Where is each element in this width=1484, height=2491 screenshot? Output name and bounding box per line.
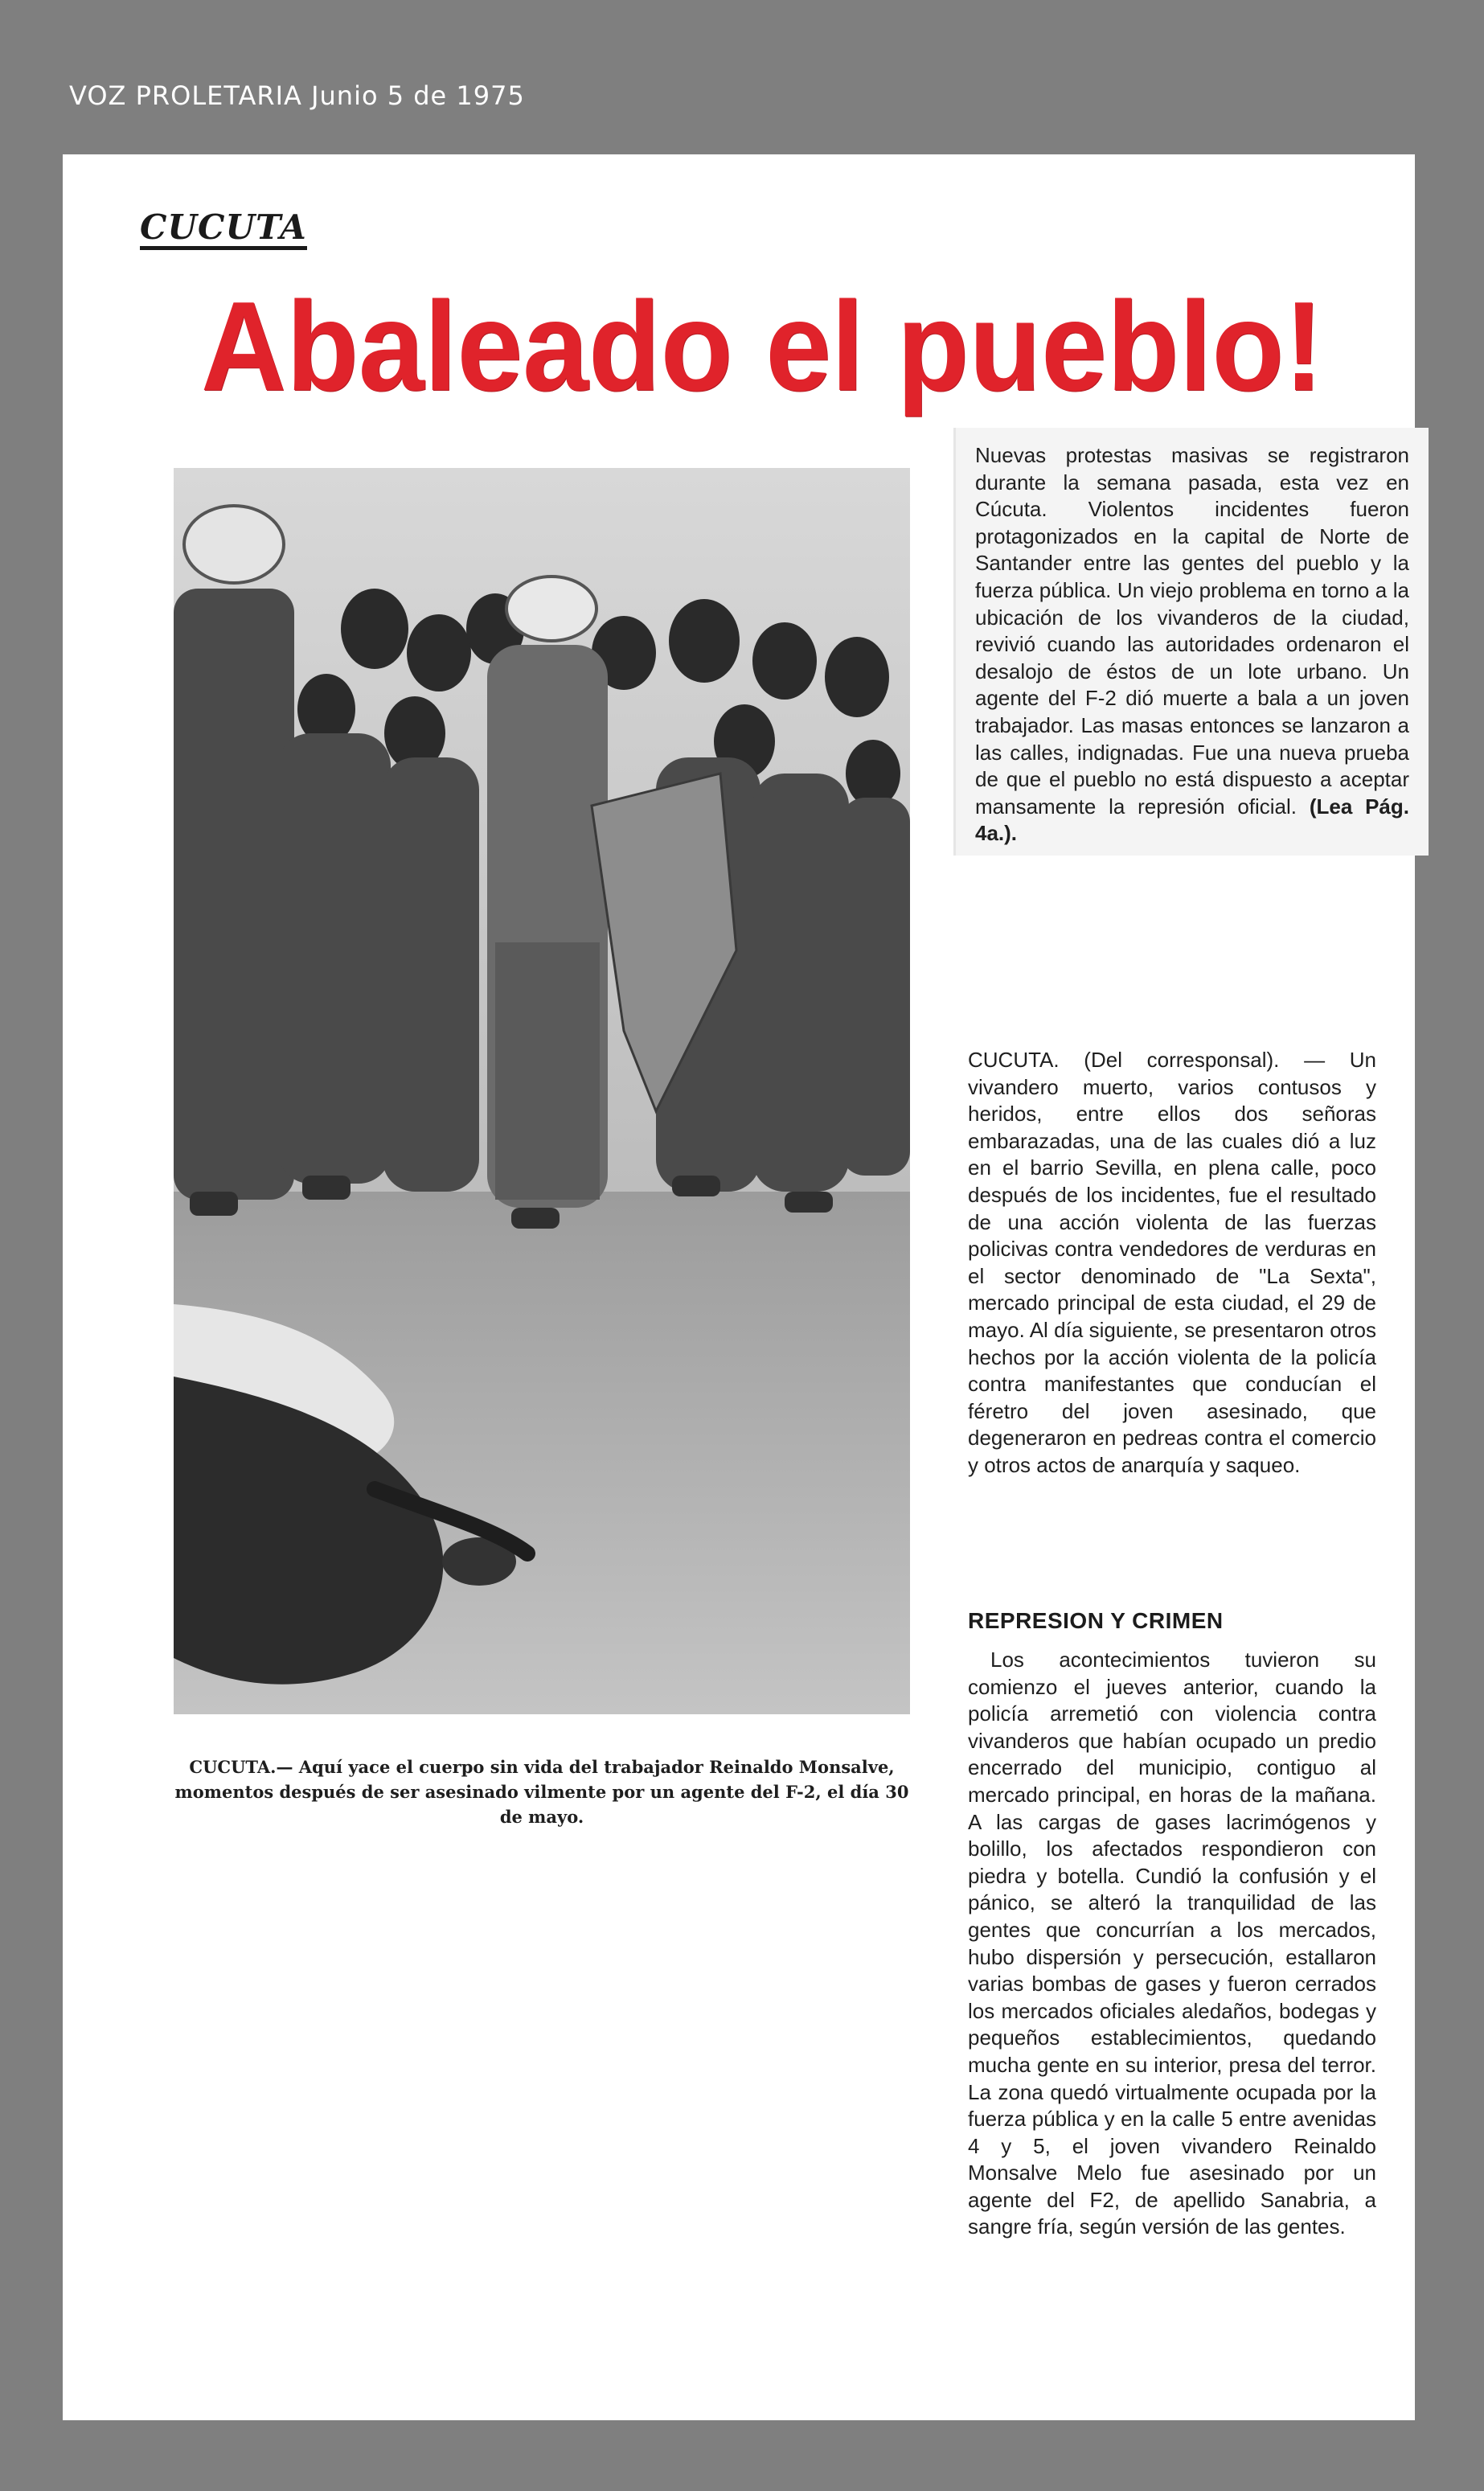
page-reference: (Lea Pág. 4a.). [975, 794, 1409, 846]
newspaper-clipping [63, 154, 1415, 2420]
article-body-part-2: Los acontecimientos tuvieron su comienzo el jueves anterior, cuando la policía arremetió con violencia contra vivanderos que habían ocupado un predio encerrado del municipio, contiguo al mercado principal, en horas de la mañana. A las cargas de gases lacrimógenos y bolillo, los afectados respondieron con piedra y botella. Cundió la confusión y el pánico, se alteró la tranquilidad de las gentes que concurrían a los mercados, hubo dispersión y persecución, estallaron varias bombas de gases y fueron cerrados los mercados oficiales aledaños, bodegas y pequeños establecimientos, quedando mucha gente en su interior, presa del terror. La zona quedó virtualmente ocupada por la fuerza pública y en la calle 5 entre avenidas 4 y 5, el joven vivandero Reinaldo Monsalve Melo fue asesinado por un agente del F2, de apellido Sanabria, a sangre fría, según versión de las gentes. [968, 1648, 1376, 2239]
headline: Abaleado el pueblo! [201, 276, 1324, 417]
news-photo-image [174, 468, 910, 1714]
section-tag: CUCUTA [140, 211, 307, 250]
article-body-part-1: CUCUTA. (Del corresponsal). — Un vivandero muerto, varios contusos y heridos, entre ellos dos señoras embarazadas, una de las cuales dió a luz en el barrio Sevilla, en plena calle, poco después de los incidentes, fue el resultado de una acción violenta de las fuerzas policivas contra vendedores de verduras en el sector denominado de "La Sexta", mercado principal de esta ciudad, el 29 de mayo. Al día siguiente, se presentaron otros hechos por la acción violenta de la policía contra manifestantes que conducían el féretro del joven asesinado, que degeneraron en pedreas contra el comercio y otros actos de anarquía y saqueo. [968, 1048, 1376, 1477]
photo-caption: CUCUTA.— Aquí yace el cuerpo sin vida del trabajador Reinaldo Monsalve, momentos después de ser asesinado vilmente por un agente del F-2, el día 30 de mayo. [174, 1757, 909, 1827]
news-photo [174, 468, 910, 1714]
subheading: REPRESION Y CRIMEN [968, 1608, 1224, 1633]
source-label: VOZ PROLETARIA Junio 5 de 1975 [69, 80, 525, 111]
lead-summary [953, 428, 1429, 856]
lead-text: Nuevas protestas masivas se registraron durante la semana pasada, esta vez en Cúcuta. Violentos incidentes fueron protagonizados en la capital de Norte de Santander entre las gentes del pueblo y la fuerza pública. Un viejo problema en torno a la ubicación de los vivanderos de la ciudad, revivió cuando las autoridades ordenaron el desalojo de éstos de un lote urbano. Un agente del F-2 dió muerte a bala a un joven trabajador. Las masas entonces se lanzaron a las calles, indignadas. Fue una nueva prueba de que el pueblo no está dispuesto a aceptar mansamente la represión oficial. [975, 443, 1409, 819]
